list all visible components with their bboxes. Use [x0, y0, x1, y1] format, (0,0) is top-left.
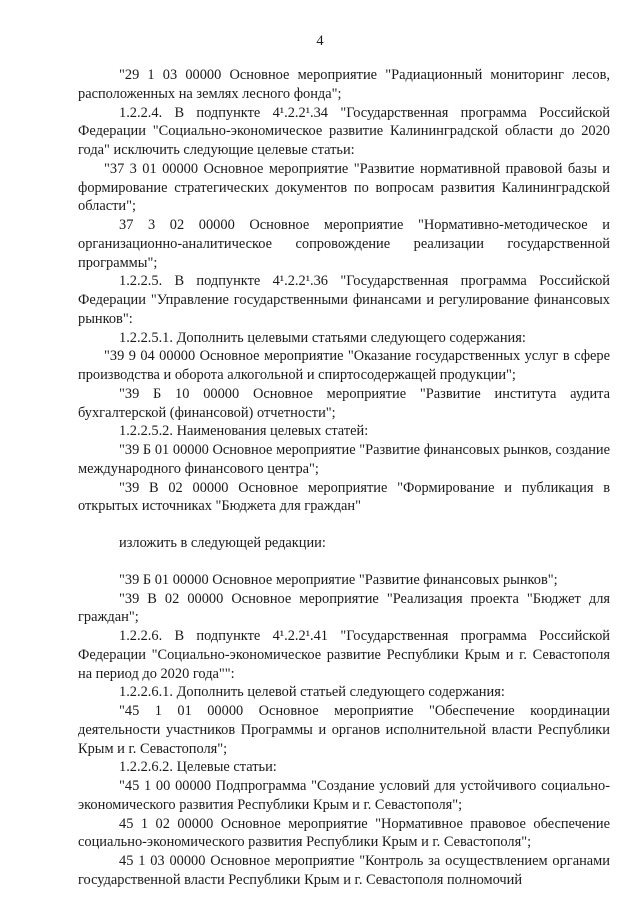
- paragraph: "39 Б 01 00000 Основное мероприятие "Развитие финансовых рынков";: [119, 571, 558, 588]
- paragraph: 1.2.2.5. В подпункте 4¹.2.2¹.36 "Государственная программа Российской Федерации "Управление государственными финансами и регулирование финансовых рынков":: [78, 273, 610, 327]
- paragraph: "39 Б 01 00000 Основное мероприятие "Развитие финансовых рынков, создание международного финансового центра";: [78, 442, 610, 477]
- paragraph: "45 1 00 00000 Подпрограмма "Создание условий для устойчивого социально-экономического развития Республики Крым и г. Севастополя";: [78, 778, 610, 813]
- paragraph: изложить в следующей редакции:: [119, 535, 326, 551]
- paragraph: 45 1 03 00000 Основное мероприятие "Контроль за осуществлением органами государственной власти Республики Крым и г. Севастополя полномочий: [78, 853, 610, 888]
- paragraph: "37 3 01 00000 Основное мероприятие "Развитие нормативной правовой базы и формирование стратегических документов по вопросам развития Калининградской области";: [78, 160, 610, 215]
- paragraph: "39 В 02 00000 Основное мероприятие "Формирование и публикация в открытых источниках "Бюджета для граждан": [78, 479, 610, 515]
- paragraph: 1.2.2.5.2. Наименования целевых статей:: [119, 423, 369, 440]
- paragraph: 1.2.2.6.1. Дополнить целевой статьей следующего содержания:: [119, 684, 505, 701]
- paragraph: 1.2.2.4. В подпункте 4¹.2.2¹.34 "Государственная программа Российской Федерации "Социально-экономическое развитие Калининградской области до 2020 года" исключить следующие целевые статьи:: [78, 104, 610, 158]
- paragraph: "39 В 02 00000 Основное мероприятие "Реализация проекта "Бюджет для граждан";: [78, 590, 610, 626]
- paragraph: 45 1 02 00000 Основное мероприятие "Нормативное правовое обеспечение социально-экономического развития Республики Крым и г. Севастополя";: [78, 815, 610, 851]
- paragraph: "45 1 01 00000 Основное мероприятие "Обеспечение координации деятельности участников Программы и органов исполнительной власти Республики Крым и г. Севастополя";: [78, 703, 610, 757]
- paragraph: 1.2.2.6. В подпункте 4¹.2.2¹.41 "Государственная программа Российской Федерации "Социально-экономическое развитие Республики Крым и г. Севастополя на период до 2020 года"":: [78, 628, 610, 682]
- paragraph: "29 1 03 00000 Основное мероприятие "Радиационный мониторинг лесов, расположенных на землях лесного фонда";: [78, 67, 610, 102]
- document-body: [78, 66, 610, 890]
- paragraph: "39 9 04 00000 Основное мероприятие "Оказание государственных услуг в сфере производства и оборота алкогольной и спиртосодержащей продукции";: [78, 348, 610, 383]
- paragraph: "39 Б 10 00000 Основное мероприятие "Развитие института аудита бухгалтерской (финансовой) отчетности";: [78, 385, 610, 421]
- paragraph: 1.2.2.6.2. Целевые статьи:: [119, 759, 277, 776]
- page-number: 4: [316, 33, 324, 49]
- paragraph: 1.2.2.5.1. Дополнить целевыми статьями следующего содержания:: [119, 329, 526, 346]
- paragraph: 37 3 02 00000 Основное мероприятие "Нормативно-методическое и организационно-аналитическое сопровождение реализации государственной программы";: [78, 217, 610, 271]
